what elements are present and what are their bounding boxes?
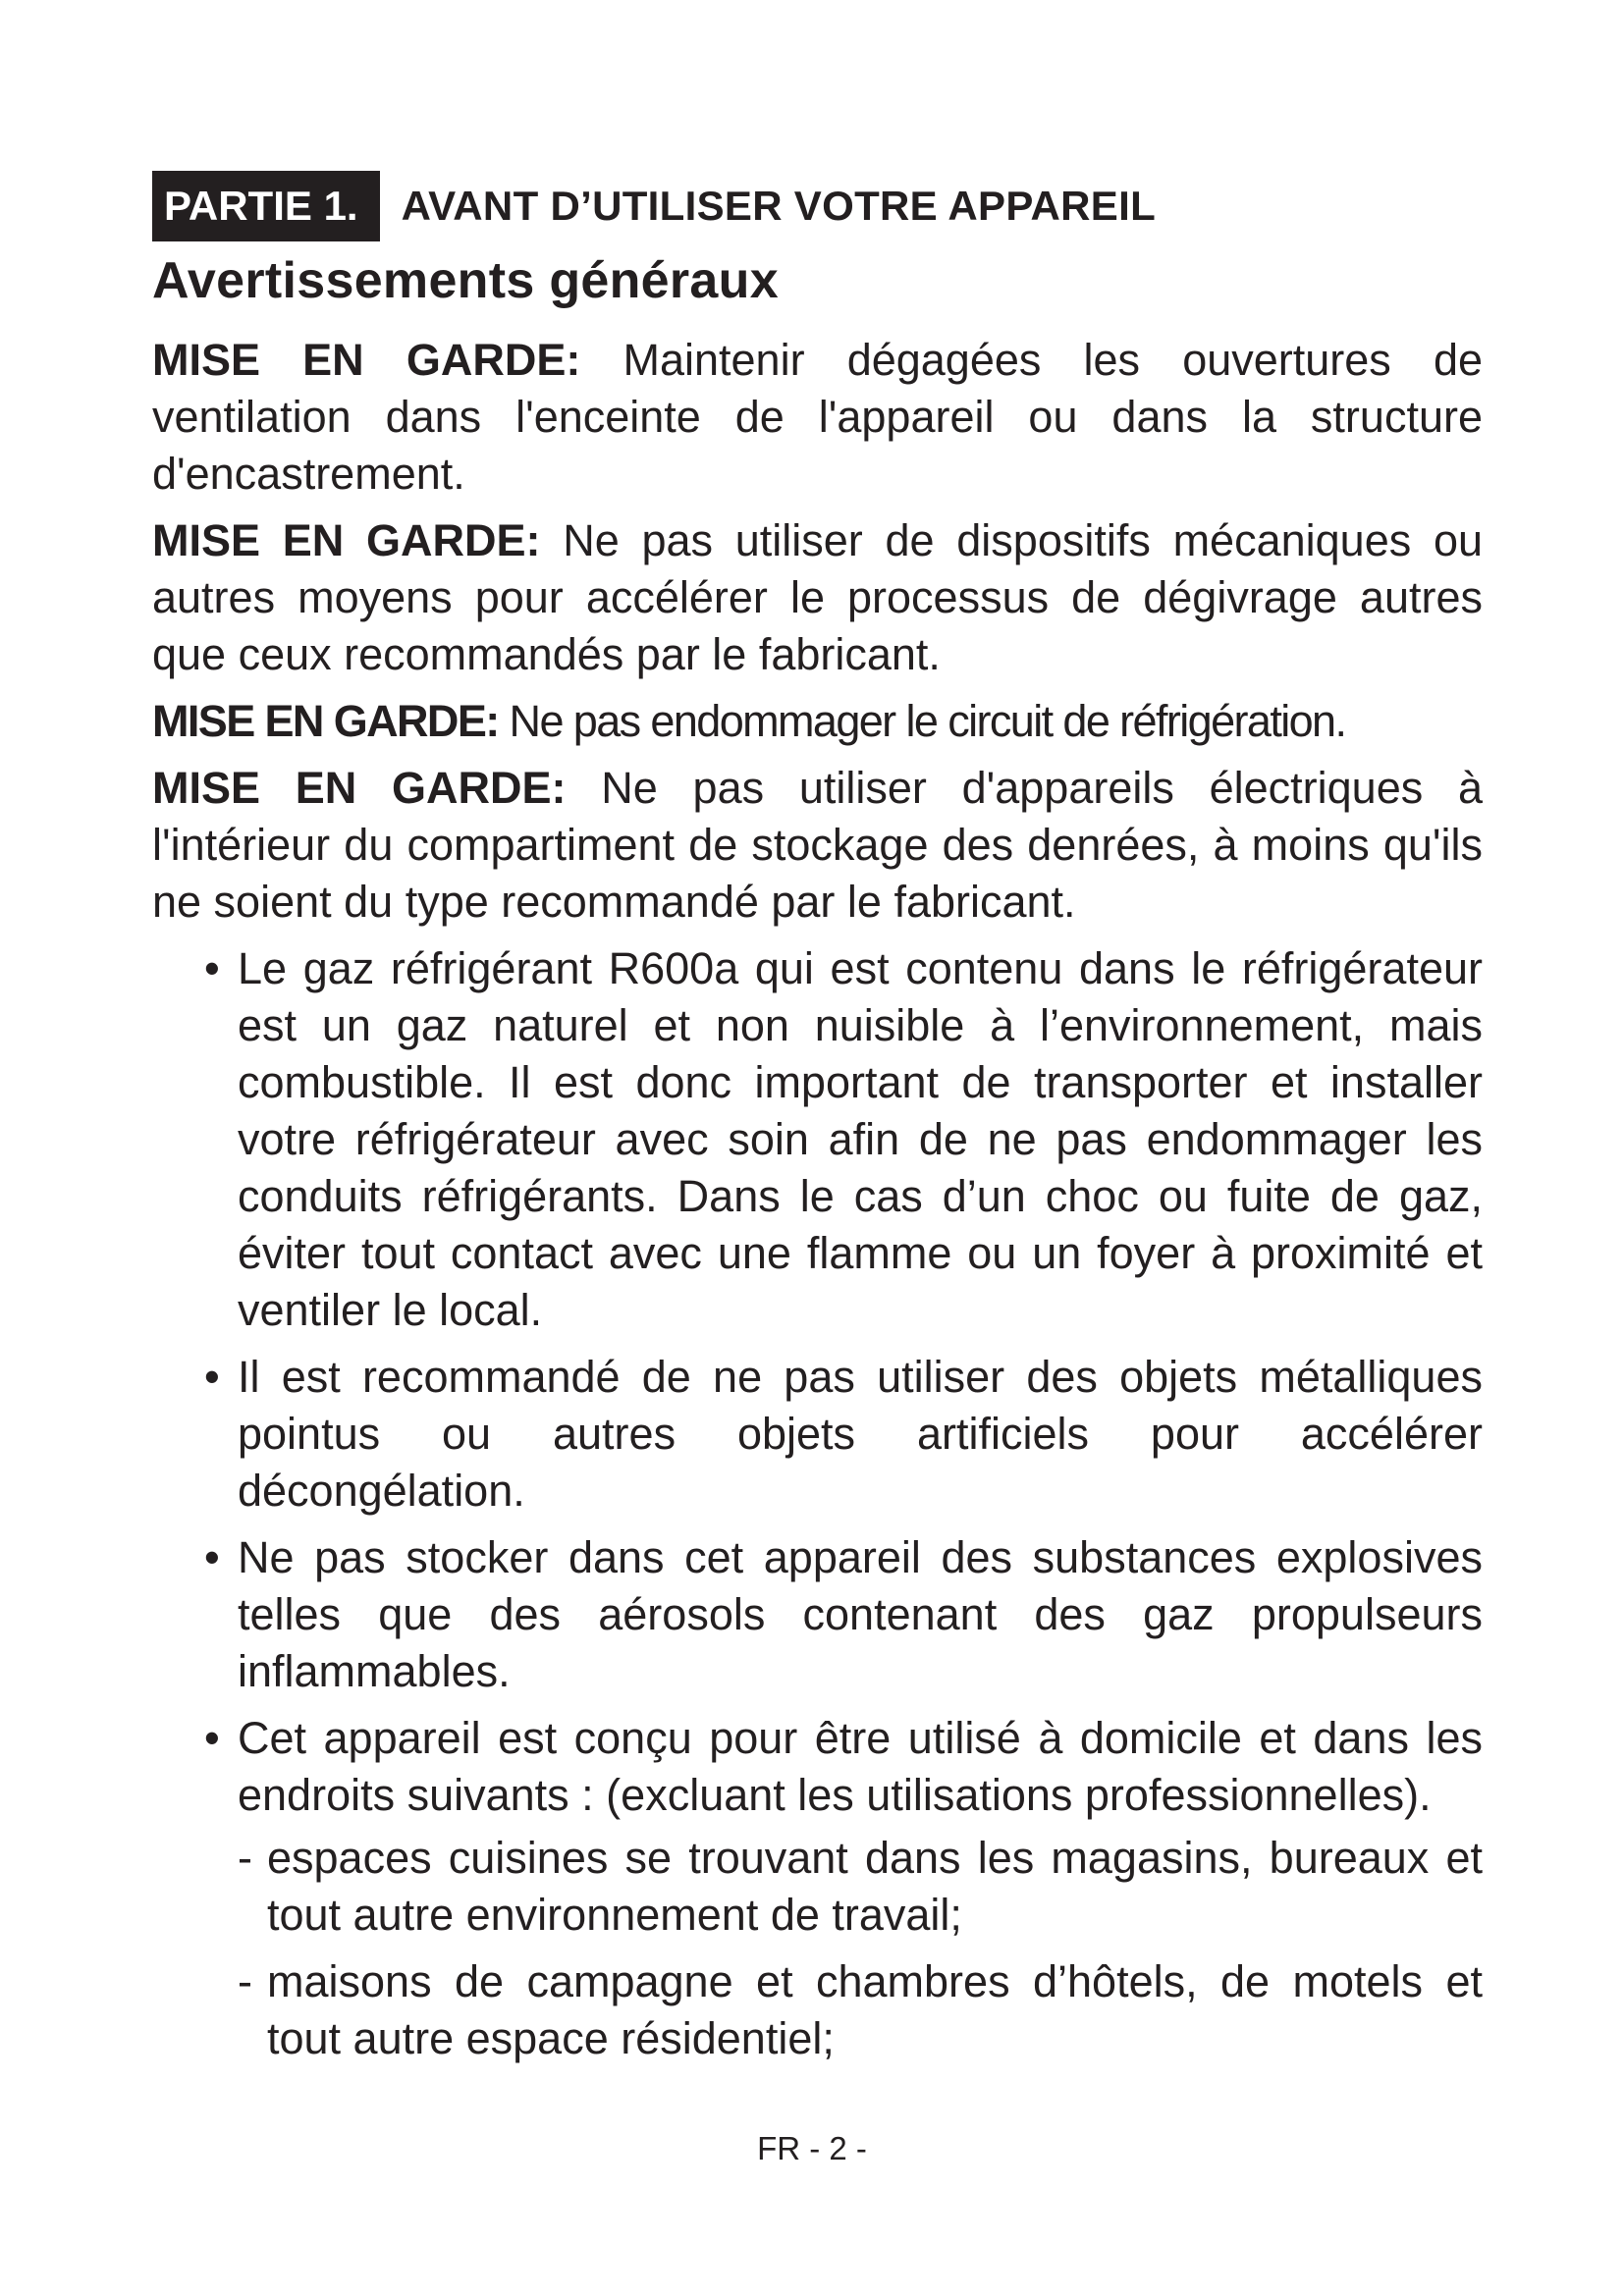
bullet-icon: • — [204, 1352, 220, 1402]
sub-item-text: maisons de campagne et chambres d’hôtels, de motels et tout autre espace résidentiel; — [267, 1956, 1483, 2063]
dash-icon: - — [238, 1833, 252, 1883]
bullet-list — [152, 940, 1483, 2067]
sub-item-list — [238, 1830, 1483, 2067]
warning-text: Maintenir dégagées les ouvertures de ventilation dans l'enceinte de l'appareil ou dans la structure d'encastrement. — [152, 335, 1484, 499]
warning-text: Ne pas utiliser d'appareils électriques à l'intérieur du compartiment de stockage des denrées, à moins qu'ils ne soient du type recommandé par le fabricant. — [152, 763, 1483, 927]
sub-item-residential — [238, 1953, 1483, 2067]
section-title: Avertissements généraux — [152, 252, 779, 309]
bullet-text: Cet appareil est conçu pour être utilisé à domicile et dans les endroits suivants : (excluant les utilisations professionnelles). — [238, 1713, 1483, 1820]
sub-item-kitchen-areas — [238, 1830, 1483, 1944]
part-header — [152, 171, 1483, 241]
warning-refrigeration-circuit — [152, 693, 1483, 750]
bullet-item-intended-use — [152, 1710, 1483, 2067]
warning-label: MISE EN GARDE: — [152, 763, 567, 813]
part-title: AVANT D’UTILISER VOTRE APPAREIL — [401, 183, 1157, 229]
bullet-icon: • — [204, 1532, 220, 1582]
sub-item-text: espaces cuisines se trouvant dans les magasins, bureaux et tout autre environnement de travail; — [267, 1833, 1483, 1940]
page-number: FR - 2 - — [757, 2130, 867, 2166]
bullet-text: Le gaz réfrigérant R600a qui est contenu dans le réfrigérateur est un gaz naturel et non nuisible à l’environnement, mais combustible. Il est donc important de transporter et installer votre réfrigérateur avec soin afin de ne pas endommager les conduits réfrigérants. Dans le cas d’un choc ou fuite de gaz, éviter tout contact avec une flamme ou un foyer à proximité et ventiler le local. — [238, 943, 1483, 1335]
document-page — [152, 171, 1483, 2077]
dash-icon: - — [238, 1956, 252, 2006]
part-label: PARTIE 1. — [152, 171, 380, 241]
bullet-text: Ne pas stocker dans cet appareil des substances explosives telles que des aérosols contenant des gaz propulseurs inflammables. — [238, 1532, 1483, 1696]
warning-label: MISE EN GARDE: — [152, 335, 581, 385]
warning-text: Ne pas endommager le circuit de réfrigération. — [498, 696, 1346, 746]
bullet-item-defrost-objects — [152, 1349, 1483, 1520]
warning-label: MISE EN GARDE: — [152, 515, 541, 565]
bullet-item-explosive-substances — [152, 1529, 1483, 1700]
warning-electrical-appliances — [152, 760, 1483, 931]
warning-text: Ne pas utiliser de dispositifs mécaniques ou autres moyens pour accélérer le processus de dégivrage autres que ceux recommandés par le fabricant. — [152, 515, 1483, 679]
bullet-text: Il est recommandé de ne pas utiliser des objets métalliques pointus ou autres objets artificiels pour accélérer décongélation. — [238, 1352, 1483, 1516]
bullet-icon: • — [204, 943, 220, 993]
warning-ventilation — [152, 332, 1483, 503]
bullet-item-refrigerant-gas — [152, 940, 1483, 1339]
warning-label: MISE EN GARDE: — [152, 696, 499, 746]
warning-defrost — [152, 512, 1483, 683]
bullet-icon: • — [204, 1713, 220, 1763]
